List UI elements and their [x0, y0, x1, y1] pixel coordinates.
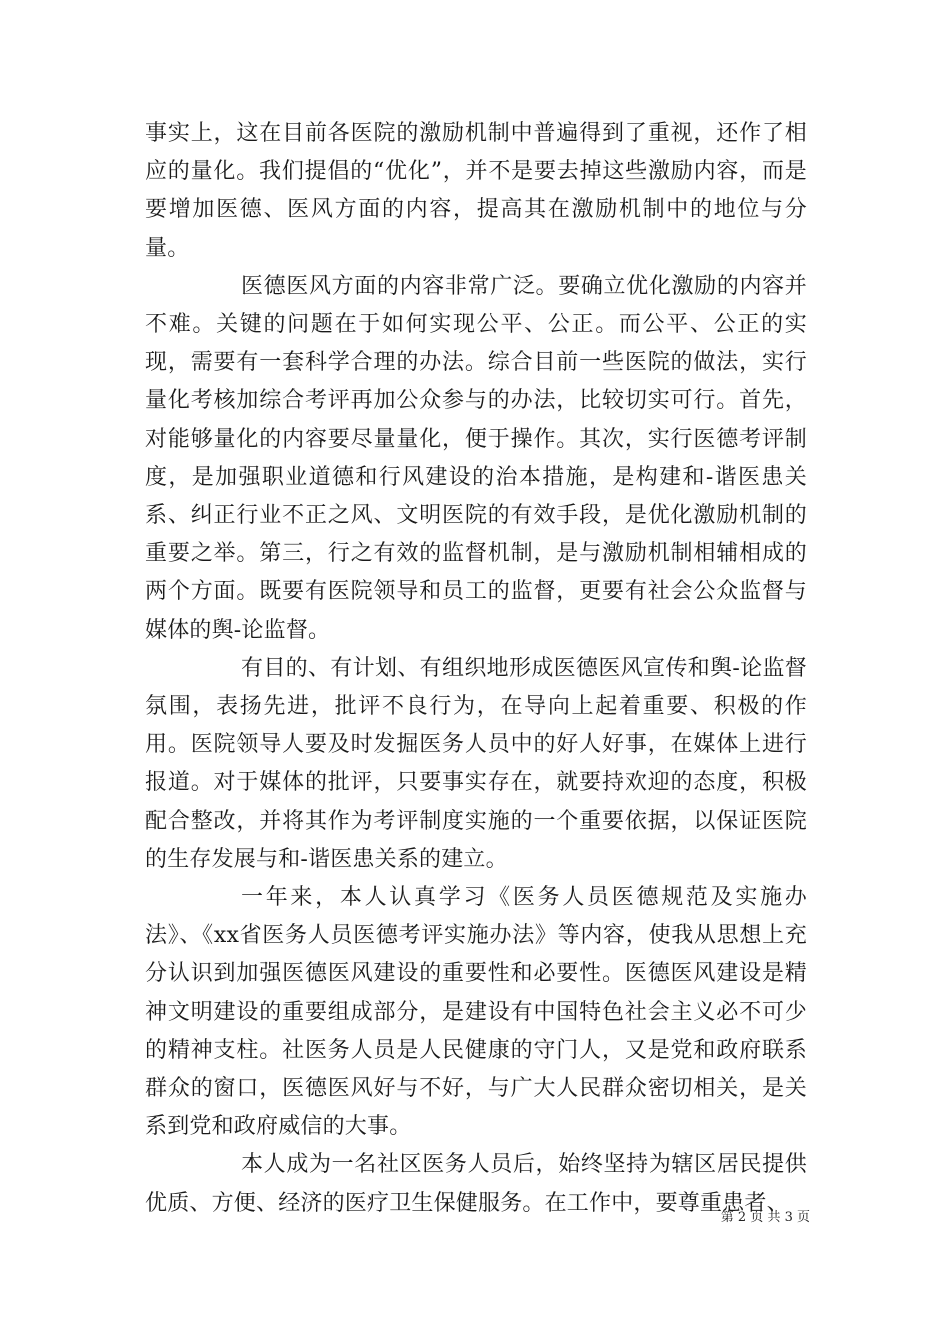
paragraph-4: 一年来，本人认真学习《医务人员医德规范及实施办法》、《xx省医务人员医德考评实施办法》等内容，使我从思想上充分认识到加强医德医风建设的重要性和必要性。医德医风建设是精神文明建设的重要组成部分，是建设有中国特色社会主义必不可少的精神支柱。社医务人员是人民健康的守门人，又是党和政府联系群众的窗口，医德医风好与不好，与广大人民群众密切相关，是关系到党和政府威信的大事。: [145, 885, 807, 1140]
paragraph-3: 有目的、有计划、有组织地形成医德医风宣传和舆-论监督氛围，表扬先进，批评不良行为，在导向上起着重要、积极的作用。医院领导人要及时发掘医务人员中的好人好事，在媒体上进行报道。对于媒体的批评，只要事实存在，就要持欢迎的态度，积极配合整改，并将其作为考评制度实施的一个重要依据，以保证医院的生存发展与和-谐医患关系的建立。: [145, 655, 807, 872]
paragraph-1: 事实上，这在目前各医院的激励机制中普遍得到了重视，还作了相应的量化。我们提倡的“优化”，并不是要去掉这些激励内容，而是要增加医德、医风方面的内容，提高其在激励机制中的地位与分量。: [145, 121, 807, 261]
paragraph-5: 本人成为一名社区医务人员后，始终坚持为辖区居民提供优质、方便、经济的医疗卫生保健服务。在工作中，要尊重患者、: [145, 1152, 807, 1216]
document-body: [145, 115, 807, 1223]
page-number: 第 2 页 共 3 页: [720, 1210, 810, 1225]
paragraph-2: 医德医风方面的内容非常广泛。要确立优化激励的内容并不难。关键的问题在于如何实现公平、公正。而公平、公正的实现，需要有一套科学合理的办法。综合目前一些医院的做法，实行量化考核加综合考评再加公众参与的办法，比较切实可行。首先，对能够量化的内容要尽量量化，便于操作。其次，实行医德考评制度，是加强职业道德和行风建设的治本措施，是构建和-谐医患关系、纠正行业不正之风、文明医院的有效手段，是优化激励机制的重要之举。第三，行之有效的监督机制，是与激励机制相辅相成的两个方面。既要有医院领导和员工的监督，更要有社会公众监督与媒体的舆-论监督。: [145, 273, 807, 643]
